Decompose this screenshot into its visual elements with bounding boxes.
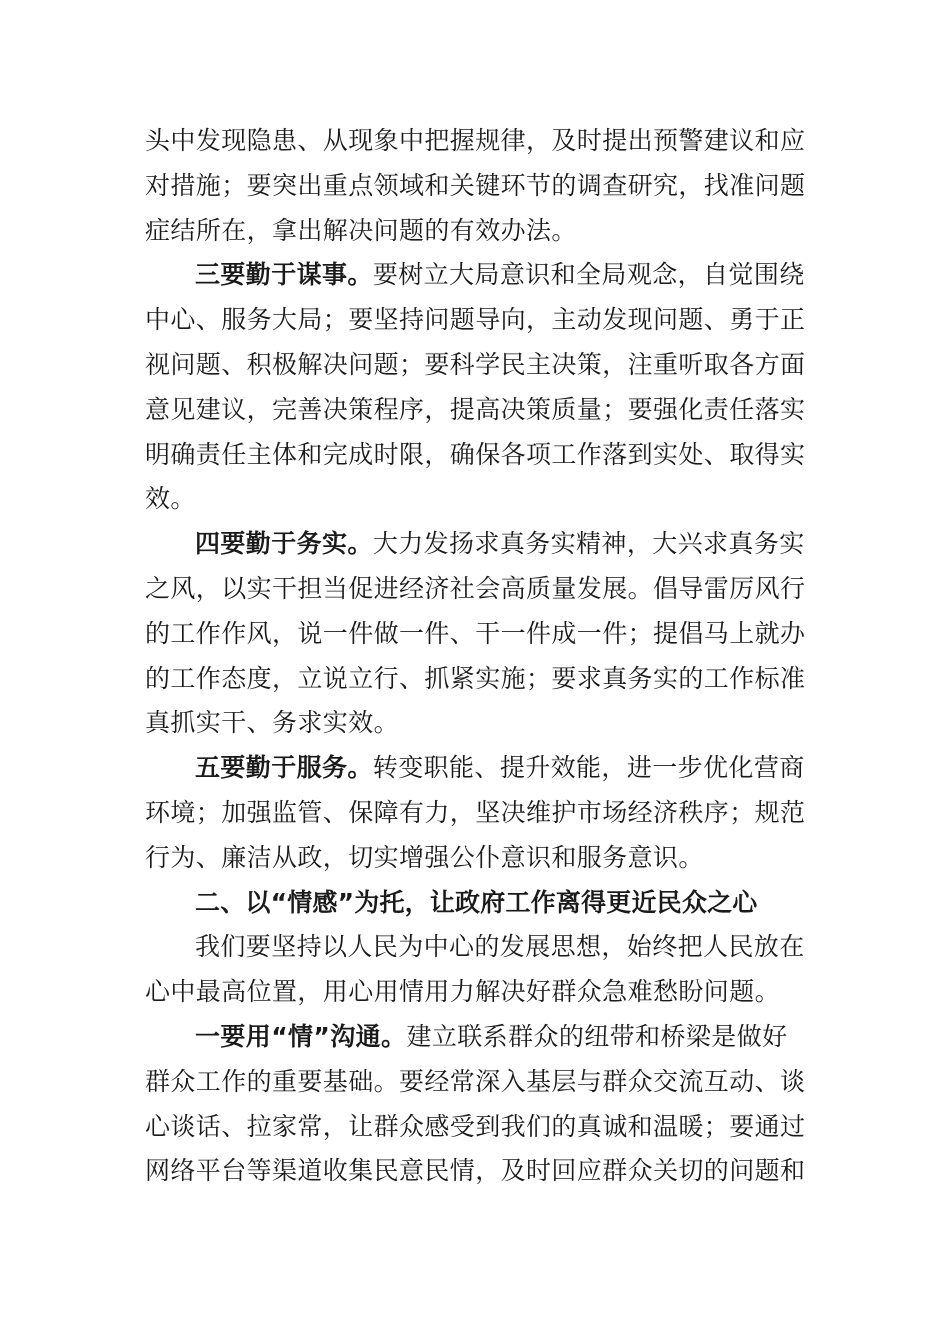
text-line: 头中发现隐患、从现象中把握规律，及时提出预警建议和应 [145, 126, 806, 155]
section-heading [145, 881, 810, 926]
text-line: 真抓实干、务求实效。 [145, 708, 400, 738]
text-line: 明确责任主体和完成时限，确保各项工作落到实处、取得实 [145, 439, 806, 469]
section-lead: 三要勤于谋事。 [195, 260, 373, 290]
text-line: 中心、服务大局；要坚持问题导向，主动发现问题、勇于正 [145, 305, 806, 335]
section-lead: 五要勤于服务。 [195, 753, 373, 783]
paragraph-section-5 [145, 746, 810, 880]
text-line: 行为、廉洁从政，切实增强公仆意识和服务意识。 [145, 842, 704, 872]
paragraph-subsection-1 [145, 1015, 810, 1194]
text-span: 转变职能、提升效能，进一步优化营商 [372, 753, 805, 783]
paragraph-section-3 [145, 253, 810, 522]
text-line: 对措施；要突出重点领域和关键环节的调查研究，找准问题 [145, 170, 806, 200]
text-line: 的工作作风，说一件做一件、干一件成一件；提倡马上就办 [145, 618, 806, 648]
text-line [145, 1015, 810, 1060]
text-line: 视问题、积极解决问题；要科学民主决策，注重听取各方面 [145, 349, 806, 379]
paragraph-intro [145, 925, 810, 1015]
text-span: 大力发扬求真务实精神，大兴求真务实 [372, 529, 805, 559]
text-span: 要树立大局意识和全局观念，自觉围绕 [372, 260, 805, 290]
text-line: 效。 [145, 484, 196, 514]
text-line: 症结所在，拿出解决问题的有效办法。 [145, 215, 577, 245]
text-line: 心谈话、拉家常，让群众感受到我们的真诚和温暖；要通过 [145, 1111, 806, 1141]
paragraph-section-4 [145, 522, 810, 746]
text-span: 建立联系群众的纽带和桥梁是做好 [406, 1021, 788, 1051]
text-line [145, 522, 810, 567]
text-line: 我们要坚持以人民为中心的发展思想，始终把人民放在 [195, 932, 805, 962]
text-line: 的工作态度，立说立行、抓紧实施；要求真务实的工作标准 [145, 663, 806, 693]
section-lead: 一要用“情”沟通。 [195, 1021, 407, 1051]
paragraph-continuation [145, 119, 810, 253]
text-line: 群众工作的重要基础。要经常深入基层与群众交流互动、谈 [145, 1066, 806, 1096]
text-line: 环境；加强监管、保障有力，坚决维护市场经济秩序；规范 [145, 797, 806, 827]
text-line [145, 253, 810, 298]
text-line [145, 746, 810, 791]
text-line: 心中最高位置，用心用情用力解决好群众急难愁盼问题。 [145, 977, 781, 1007]
text-line: 网络平台等渠道收集民意民情，及时回应群众关切的问题和 [145, 1156, 806, 1186]
text-line: 之风，以实干担当促进经济社会高质量发展。倡导雷厉风行 [145, 573, 806, 603]
section-lead: 四要勤于务实。 [195, 529, 373, 559]
text-line: 意见建议，完善决策程序，提高决策质量；要强化责任落实 [145, 394, 806, 424]
document-page [145, 119, 810, 1194]
heading-text: 二、以“情感”为托，让政府工作离得更近民众之心 [195, 887, 758, 917]
